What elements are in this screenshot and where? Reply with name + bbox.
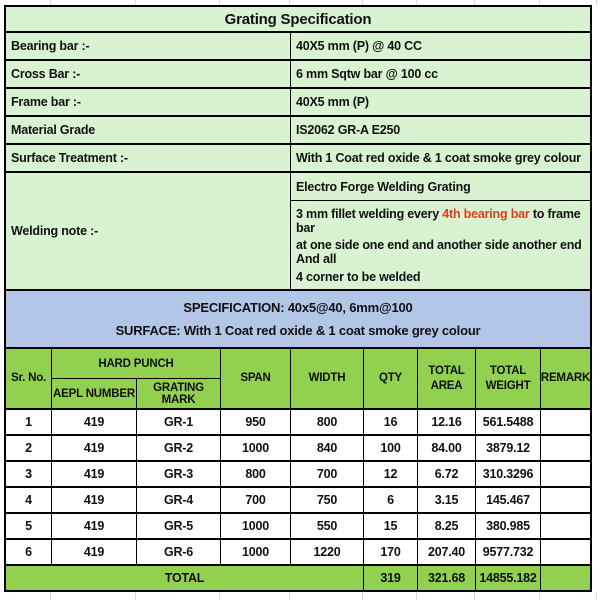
cell-span: 1000 xyxy=(221,514,291,538)
cell-span: 1000 xyxy=(221,540,291,564)
spec-label: Material Grade xyxy=(6,117,291,143)
note-text: 3 mm fillet welding every xyxy=(296,206,443,221)
spec-row-frame-bar xyxy=(6,89,590,117)
gridline xyxy=(219,592,220,600)
spec-value: With 1 Coat red oxide & 1 coat smoke grey colour xyxy=(296,151,581,165)
cell-area: 207.40 xyxy=(418,540,476,564)
spec-label: Frame bar :- xyxy=(6,89,291,115)
welding-note-text xyxy=(291,201,590,289)
cell-mark: GR-4 xyxy=(137,488,221,512)
cell-weight: 310.3296 xyxy=(476,462,541,486)
gridline xyxy=(135,592,136,600)
grating-specification-sheet xyxy=(4,5,592,592)
cell-mark: GR-5 xyxy=(137,514,221,538)
cell-aepl: 419 xyxy=(52,540,137,564)
header-remark: REMARK xyxy=(541,349,590,408)
table-row xyxy=(6,540,590,566)
total-remark xyxy=(541,566,590,590)
total-weight: 14855.182 xyxy=(476,566,541,590)
banner-specification-line: SPECIFICATION: 40x5@40, 6mm@100 xyxy=(183,299,413,315)
cell-aepl: 419 xyxy=(52,436,137,460)
cell-width: 800 xyxy=(291,410,364,434)
table-row xyxy=(6,514,590,540)
welding-note-section xyxy=(6,173,590,291)
cell-span: 1000 xyxy=(221,436,291,460)
cell-area: 8.25 xyxy=(418,514,476,538)
cell-mark: GR-1 xyxy=(137,410,221,434)
table-header-row xyxy=(6,349,590,410)
cell-remark xyxy=(541,410,590,434)
spec-row-cross-bar xyxy=(6,61,590,89)
header-hard-punch-subrow xyxy=(52,379,220,408)
cell-remark xyxy=(541,514,590,538)
spec-row-material-grade xyxy=(6,117,590,145)
cell-qty: 16 xyxy=(364,410,418,434)
gridline xyxy=(539,592,540,600)
header-total-weight-line2: WEIGHT xyxy=(485,379,531,392)
cell-weight: 3879.12 xyxy=(476,436,541,460)
cell-aepl: 419 xyxy=(52,488,137,512)
gridline xyxy=(596,0,597,5)
cell-qty: 100 xyxy=(364,436,418,460)
total-row xyxy=(6,566,590,590)
table-row xyxy=(6,462,590,488)
cell-sr: 5 xyxy=(6,514,52,538)
spec-label: Surface Treatment :- xyxy=(6,145,291,171)
cell-width: 1220 xyxy=(291,540,364,564)
cell-span: 800 xyxy=(221,462,291,486)
cell-qty: 15 xyxy=(364,514,418,538)
cell-qty: 12 xyxy=(364,462,418,486)
cell-aepl: 419 xyxy=(52,462,137,486)
spec-value: IS2062 GR-A E250 xyxy=(296,123,401,137)
specification-banner xyxy=(6,291,590,349)
welding-heading: Electro Forge Welding Grating xyxy=(291,173,590,201)
cell-mark: GR-3 xyxy=(137,462,221,486)
header-total-weight xyxy=(476,349,541,408)
header-sr-no: Sr. No. xyxy=(6,349,52,408)
note-highlight-red: 4th bearing bar xyxy=(442,206,530,221)
spec-value: 40X5 mm (P) @ 40 CC xyxy=(296,39,422,53)
cell-aepl: 419 xyxy=(52,514,137,538)
welding-note-line-1 xyxy=(296,207,585,235)
cell-width: 550 xyxy=(291,514,364,538)
cell-span: 950 xyxy=(221,410,291,434)
cell-mark: GR-6 xyxy=(137,540,221,564)
spec-label: Bearing bar :- xyxy=(6,33,291,59)
cell-weight: 9577.732 xyxy=(476,540,541,564)
spec-value: 40X5 mm (P) xyxy=(296,95,369,109)
welding-note-label: Welding note :- xyxy=(6,173,291,289)
header-hard-punch-group xyxy=(52,349,221,408)
table-row xyxy=(6,410,590,436)
cell-sr: 6 xyxy=(6,540,52,564)
header-grating-mark: GRATING MARK xyxy=(153,381,204,406)
gridline xyxy=(289,592,290,600)
cell-qty: 6 xyxy=(364,488,418,512)
cell-area: 3.15 xyxy=(418,488,476,512)
cell-weight: 380.985 xyxy=(476,514,541,538)
cell-mark: GR-2 xyxy=(137,436,221,460)
header-hard-punch: HARD PUNCH xyxy=(52,349,220,379)
cell-sr: 4 xyxy=(6,488,52,512)
header-total-area-line2: AREA xyxy=(430,379,463,392)
total-qty: 319 xyxy=(364,566,418,590)
cell-qty: 170 xyxy=(364,540,418,564)
cell-area: 84.00 xyxy=(418,436,476,460)
cell-remark xyxy=(541,462,590,486)
header-total-area-line1: TOTAL xyxy=(428,365,465,378)
cell-sr: 1 xyxy=(6,410,52,434)
header-total-weight-line1: TOTAL xyxy=(489,365,527,378)
cell-sr: 2 xyxy=(6,436,52,460)
header-qty: QTY xyxy=(364,349,418,408)
cell-area: 6.72 xyxy=(418,462,476,486)
spec-row-bearing-bar xyxy=(6,33,590,61)
header-width: WIDTH xyxy=(291,349,364,408)
note-text: to frame bar xyxy=(296,206,584,235)
cell-remark xyxy=(541,488,590,512)
gridline xyxy=(362,592,363,600)
sheet-title: Grating Specification xyxy=(6,7,590,33)
cell-span: 700 xyxy=(221,488,291,512)
cell-width: 700 xyxy=(291,462,364,486)
cell-remark xyxy=(541,540,590,564)
banner-surface-line: SURFACE: With 1 Coat red oxide & 1 coat smoke grey colour xyxy=(115,323,481,339)
welding-note-details xyxy=(291,173,590,289)
total-label: TOTAL xyxy=(6,566,364,590)
gridline xyxy=(596,592,597,600)
cell-aepl: 419 xyxy=(52,410,137,434)
spec-value: 6 mm Sqtw bar @ 100 cc xyxy=(296,67,438,81)
cell-weight: 145.467 xyxy=(476,488,541,512)
cell-remark xyxy=(541,436,590,460)
gridline xyxy=(416,592,417,600)
cell-width: 750 xyxy=(291,488,364,512)
header-aepl-number: AEPL NUMBER xyxy=(52,379,137,408)
total-area: 321.68 xyxy=(418,566,476,590)
table-row xyxy=(6,488,590,514)
spec-label: Cross Bar :- xyxy=(6,61,291,87)
header-total-area xyxy=(418,349,476,408)
cell-weight: 561.5488 xyxy=(476,410,541,434)
cell-width: 840 xyxy=(291,436,364,460)
cell-area: 12.16 xyxy=(418,410,476,434)
welding-note-line-3: 4 corner to be welded xyxy=(296,269,421,284)
welding-note-line-2: at one side one end and another side another end And all xyxy=(296,238,588,266)
cell-sr: 3 xyxy=(6,462,52,486)
gridline xyxy=(474,592,475,600)
table-row xyxy=(6,436,590,462)
header-span: SPAN xyxy=(221,349,291,408)
gridline xyxy=(50,592,51,600)
spec-row-surface-treatment xyxy=(6,145,590,173)
